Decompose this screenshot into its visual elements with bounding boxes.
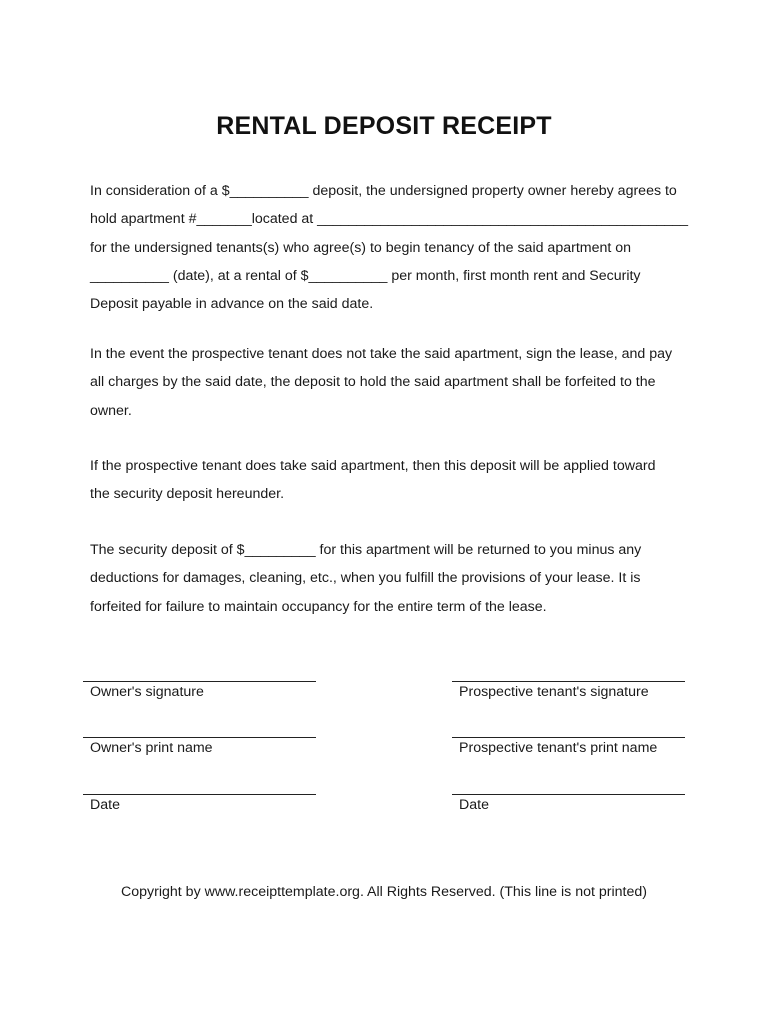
- owner-signature-line: [83, 681, 316, 700]
- owner-date-line: [83, 794, 316, 813]
- owner-signature-label: Owner's signature: [90, 684, 204, 700]
- paragraph-line: Deposit payable in advance on the said date.: [90, 296, 374, 313]
- paragraph-line: the security deposit hereunder.: [90, 486, 285, 503]
- paragraph-line: The security deposit of $_________ for this apartment will be returned to you minus any: [90, 542, 642, 558]
- paragraph-line: hold apartment #_______located at _______________________________________________: [90, 211, 689, 228]
- copyright-footer: Copyright by www.receipttemplate.org. All Rights Reserved. (This line is not printed): [121, 884, 647, 900]
- paragraph-line: __________ (date), at a rental of $__________ per month, first month rent and Security: [90, 267, 641, 284]
- paragraph-line: owner.: [90, 402, 132, 419]
- paragraph-line: for the undersigned tenants(s) who agree(s) to begin tenancy of the said apartment on: [90, 239, 632, 256]
- paragraph-line: forfeited for failure to maintain occupancy for the entire term of the lease.: [90, 598, 547, 615]
- security-deposit-paragraph: [90, 536, 690, 621]
- tenant-signature-line: [452, 681, 685, 700]
- applied-deposit-paragraph: [90, 452, 690, 509]
- deposit-terms-paragraph: [90, 177, 690, 318]
- tenant-print-name-label: Prospective tenant's print name: [459, 740, 658, 756]
- tenant-date-label: Date: [459, 797, 489, 813]
- paragraph-line: all charges by the said date, the deposit to hold the said apartment shall be forfeited to the: [90, 374, 656, 391]
- forfeit-paragraph: [90, 340, 690, 425]
- owner-print-name-line: [83, 737, 316, 756]
- page-title: RENTAL DEPOSIT RECEIPT: [216, 112, 552, 140]
- paragraph-line: In consideration of a $__________ deposit, the undersigned property owner hereby agrees to: [90, 183, 677, 199]
- paragraph-line: deductions for damages, cleaning, etc., when you fulfill the provisions of your lease. It is: [90, 570, 641, 587]
- tenant-print-name-line: [452, 737, 685, 756]
- paragraph-line: If the prospective tenant does take said apartment, then this deposit will be applied toward: [90, 458, 656, 474]
- owner-print-name-label: Owner's print name: [90, 740, 213, 756]
- tenant-date-line: [452, 794, 685, 813]
- paragraph-line: In the event the prospective tenant does not take the said apartment, sign the lease, and pay: [90, 346, 673, 362]
- owner-date-label: Date: [90, 797, 120, 813]
- tenant-signature-label: Prospective tenant's signature: [459, 684, 649, 700]
